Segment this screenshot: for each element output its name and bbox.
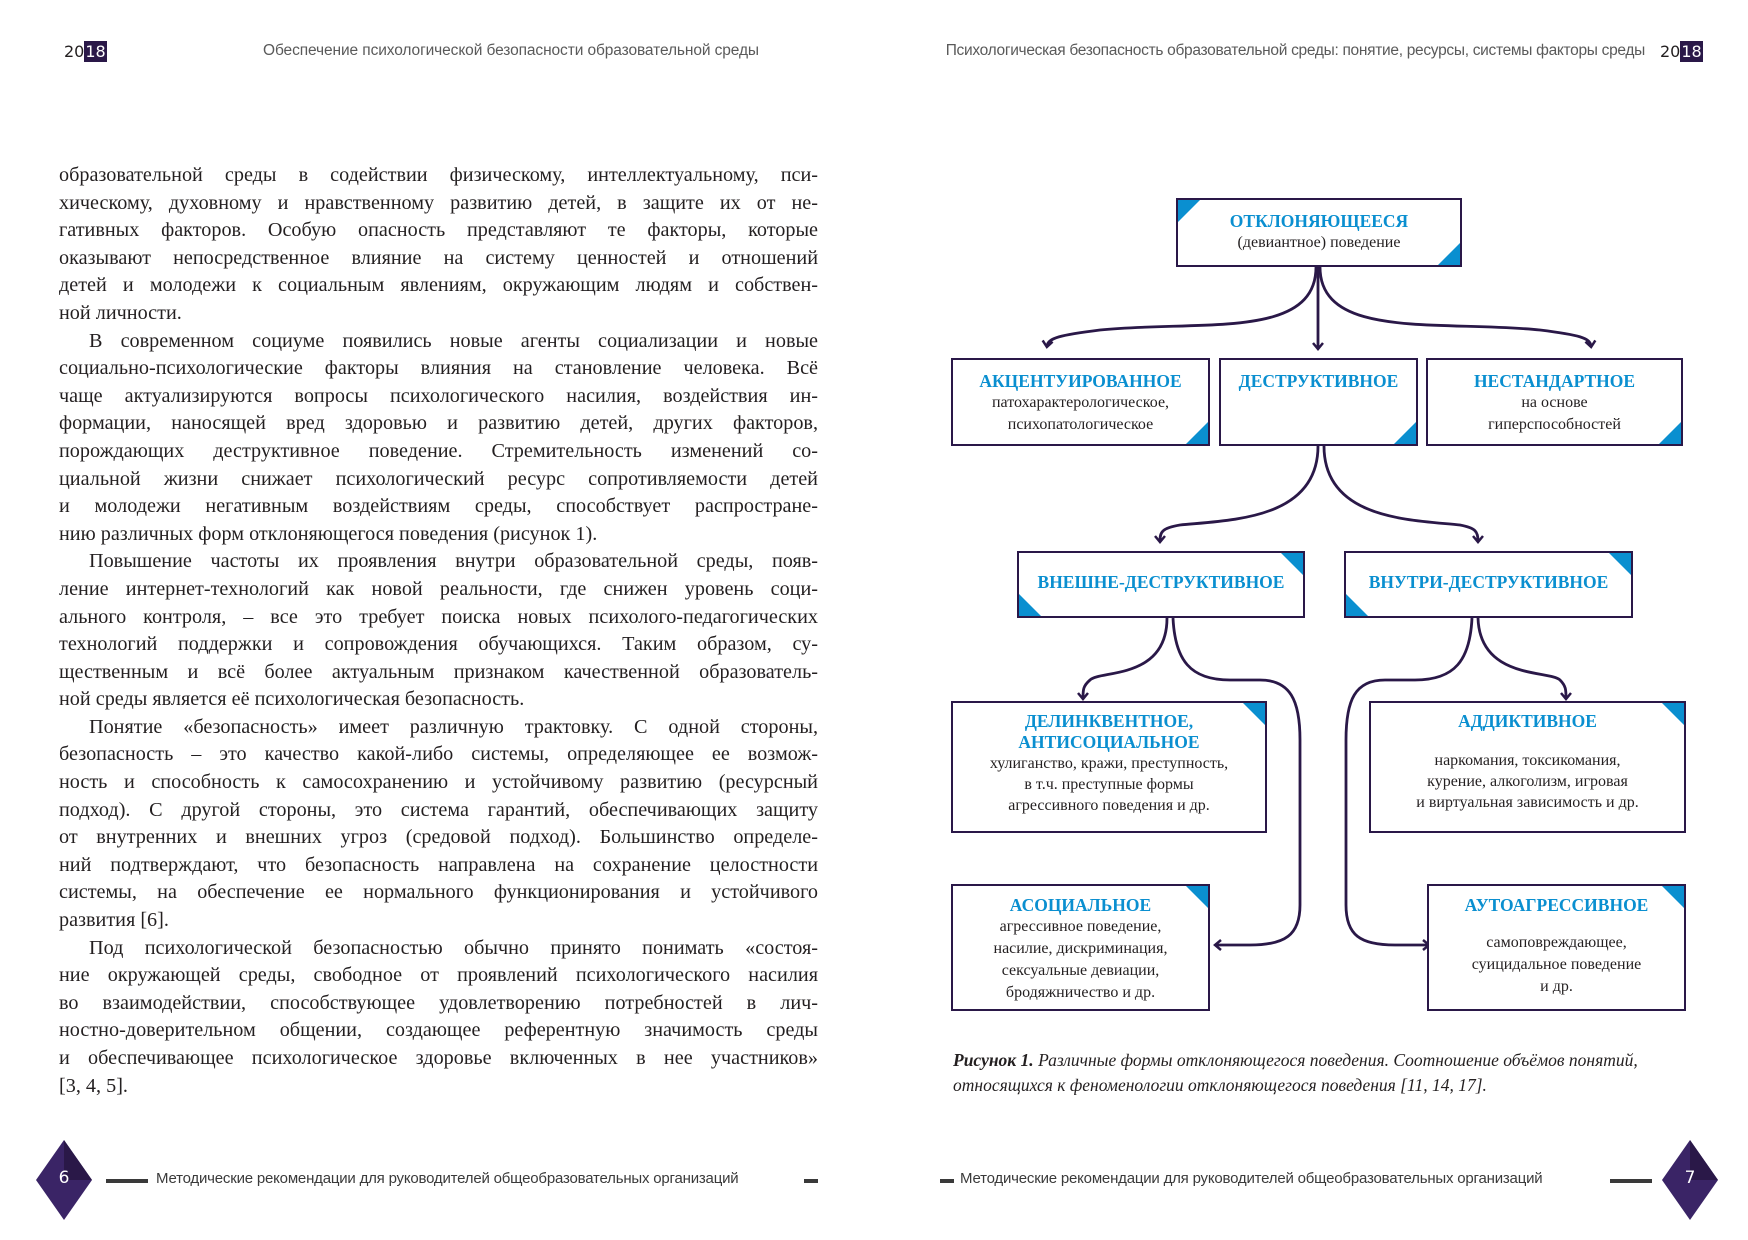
corner-accent: [1438, 243, 1460, 265]
corner-accent: [1394, 422, 1416, 444]
box-subtitle: бродяжничество и др.: [1005, 984, 1156, 1001]
text-line: нию различных форм отклоняющегося поведения (рисунок 1).: [59, 522, 598, 545]
text-line: Повышение частоты их проявления внутри образовательной среды, появ-: [89, 550, 818, 573]
box-delinquent: [951, 701, 1267, 833]
text-line: ностно-доверительном общении, создающее референтную значимость среды: [59, 1019, 818, 1042]
arrow-outer-to-delinq: [1083, 618, 1167, 698]
box-title: ВНУТРИ-ДЕСТРУКТИВНОЕ: [1368, 572, 1609, 592]
left-running-title: Обеспечение психологической безопасности образовательной среды: [263, 42, 759, 59]
corner-accent: [1178, 200, 1200, 222]
year-prefix: 20: [1660, 42, 1681, 61]
box-title: ОТКЛОНЯЮЩЕЕСЯ: [1229, 211, 1409, 231]
text-line: ной личности.: [59, 301, 182, 324]
footer-left-text: Методические рекомендации для руководителей общеобразовательных организаций: [156, 1170, 739, 1187]
text-line: детей и молодежи к социальным явлениям, окружающим людям и собствен-: [59, 274, 818, 297]
corner-accent: [1609, 553, 1631, 575]
box-subtitle: гиперспособностей: [1488, 416, 1621, 433]
year-prefix: 20: [64, 42, 85, 61]
page-number-badge-right: [1662, 1140, 1718, 1220]
text-line: чаще актуализируются вопросы психологического насилия, воздействия ин-: [59, 384, 818, 407]
footer-rule: [804, 1179, 818, 1183]
box-title: ВНЕШНЕ-ДЕСТРУКТИВНОЕ: [1037, 572, 1285, 592]
year-suffix-highlight: 18: [85, 42, 106, 61]
arrow-root-to-accent: [1047, 267, 1316, 346]
box-subtitle: насилие, дискриминация,: [993, 940, 1168, 957]
box-title: АДДИКТИВНОЕ: [1458, 711, 1597, 731]
box-addictive: [1369, 701, 1686, 833]
corner-accent: [1662, 703, 1684, 725]
corner-accent: [1659, 422, 1681, 444]
box-subtitle: самоповреждающее,: [1486, 934, 1627, 951]
box-subtitle: суицидальное поведение: [1471, 956, 1642, 973]
text-line: и обеспечивающее психологическое здоровье включенных в нее участников»: [59, 1047, 818, 1069]
corner-accent: [1662, 886, 1684, 908]
box-subtitle: агрессивного поведения и др.: [1008, 797, 1210, 814]
text-line: от внутренних и внешних угроз (средовой подход). Большинство определе-: [59, 826, 818, 849]
box-subtitle: и др.: [1540, 978, 1573, 995]
text-line: ность и способность к самосохранению и устойчивому развитию (ресурсный: [59, 771, 818, 794]
arrow-root-to-nonstd: [1320, 267, 1591, 346]
caption-label: Рисунок 1.: [953, 1050, 1034, 1070]
box-deviant-behavior: [1176, 198, 1462, 267]
box-autoaggressive: [1427, 884, 1686, 1011]
spacer: [1429, 916, 1684, 932]
text-line: [3, 4, 5].: [59, 1074, 128, 1097]
box-title: АНТИСОЦИАЛЬНОЕ: [1018, 732, 1200, 752]
text-line: ний подтверждают, что безопасность направлена на сохранение целостности: [59, 853, 818, 876]
box-destructive: [1219, 358, 1418, 446]
box-subtitle: курение, алкоголизм, игровая: [1427, 773, 1628, 790]
text-line: ной среды является её психологическая безопасность.: [59, 688, 525, 711]
caption-text: Различные формы отклоняющегося поведения. Соотношение объёмов понятий, относящихся к феноменологии отклоняющегося поведения [11, 14, 17].: [953, 1050, 1638, 1095]
text-line: образовательной среды в содействии физическому, интеллектуальному, пси-: [59, 164, 818, 186]
text-line: ление интернет-технологий как новой реальности, где снижен уровень соци-: [59, 577, 818, 600]
box-subtitle: в т.ч. преступные формы: [1024, 776, 1194, 793]
corner-accent: [1243, 703, 1265, 725]
corner-accent: [1186, 886, 1208, 908]
text-line: Под психологической безопасностью обычно принято понимать «состоя-: [89, 936, 818, 959]
text-line: ального контроля, – все это требует поиска новых психолого-педагогических: [59, 605, 818, 628]
box-title: АУТОАГРЕССИВНОЕ: [1464, 895, 1649, 915]
text-line: во взаимодействии, способствующее удовлетворению потребностей в лич-: [59, 991, 818, 1014]
year-suffix-highlight: 18: [1681, 42, 1702, 61]
box-subtitle: хулиганство, кражи, преступность,: [989, 755, 1229, 772]
footer-right-text: Методические рекомендации для руководителей общеобразовательных организаций: [960, 1170, 1543, 1187]
text-line: технологий поддержки и сопровождения обучающихся. Таким образом, су-: [59, 633, 818, 656]
box-internally-destructive: [1344, 551, 1633, 618]
text-line: социально-психологические факторы влияния на становление человека. Всё: [59, 357, 818, 380]
text-line: щественным и всё более актуальным признаком качественной образователь-: [59, 660, 818, 683]
box-subtitle: и виртуальная зависимость и др.: [1416, 794, 1639, 811]
text-line: хическому, духовному и нравственному развитию детей, в защите их от не-: [59, 191, 818, 214]
box-subtitle: агрессивное поведение,: [999, 918, 1162, 935]
corner-accent: [1346, 594, 1368, 616]
box-subtitle: на основе: [1521, 394, 1588, 411]
arrow-inner-to-addict: [1478, 618, 1566, 698]
text-line: циальной жизни снижает психологический ресурс сопротивляемости детей: [59, 467, 818, 490]
corner-accent: [1019, 594, 1041, 616]
text-line: Понятие «безопасность» имеет различную трактовку. С одной стороны,: [89, 715, 818, 738]
box-subtitle: (девиантное) поведение: [1237, 234, 1401, 251]
text-line: развития [6].: [59, 909, 169, 932]
page-number-badge-left: [36, 1140, 92, 1220]
text-line: системы, на обеспечение ее нормального функционирования и устойчивого: [59, 881, 818, 904]
box-title: НЕСТАНДАРТНОЕ: [1473, 371, 1636, 391]
box-externally-destructive: [1017, 551, 1305, 618]
box-title: АКЦЕНТУИРОВАННОЕ: [979, 371, 1182, 391]
corner-accent: [1186, 422, 1208, 444]
box-nonstandard: [1426, 358, 1683, 446]
footer-rule: [940, 1179, 954, 1183]
box-title: ДЕЛИНКВЕНТНОЕ,: [1024, 711, 1194, 731]
footer-rule: [106, 1179, 148, 1183]
footer-rule: [1610, 1179, 1652, 1183]
box-subtitle: наркомания, токсикомания,: [1434, 752, 1621, 769]
arrow-destr-to-outer: [1160, 446, 1318, 541]
corner-accent: [1281, 553, 1303, 575]
spacer: [1371, 732, 1684, 750]
text-line: ние окружающей среды, свободное от проявлений психологического насилия: [59, 964, 818, 987]
box-subtitle: патохарактерологическое,: [991, 394, 1170, 411]
box-title: ДЕСТРУКТИВНОЕ: [1238, 371, 1399, 391]
text-line: оказывают непосредственное влияние на систему ценностей и отношений: [59, 246, 818, 269]
box-subtitle: психопатологическое: [1007, 416, 1154, 433]
text-line: В современном социуме появились новые агенты социализации и новые: [89, 329, 818, 352]
text-line: безопасность – это качество какой-либо системы, определяющее ее возмож-: [59, 743, 818, 766]
right-running-title: Психологическая безопасность образовательной среды: понятие, ресурсы, системы факторы среды: [945, 42, 1645, 59]
arrow-destr-to-inner: [1324, 446, 1478, 541]
text-line: гативных факторов. Особую опасность представляют те факторы, которые: [59, 219, 818, 242]
text-line: формации, наносящей вред здоровью и развитию детей, других факторов,: [59, 412, 818, 435]
box-accentuated: [951, 358, 1210, 446]
figure-caption: [953, 1048, 1673, 1098]
box-asocial: [951, 884, 1210, 1011]
text-line: подход). С другой стороны, это система гарантий, обеспечивающих защиту: [59, 798, 818, 821]
box-subtitle: сексуальные девиации,: [1001, 962, 1160, 979]
text-line: и молодежи негативным воздействиям среды, способствует распростране-: [59, 495, 818, 518]
page-number: 7: [1684, 1168, 1696, 1188]
box-title: АСОЦИАЛЬНОЕ: [1009, 895, 1152, 915]
page-number: 6: [58, 1168, 70, 1188]
text-line: порождающих деструктивное поведение. Стремительность изменений со-: [59, 439, 818, 462]
